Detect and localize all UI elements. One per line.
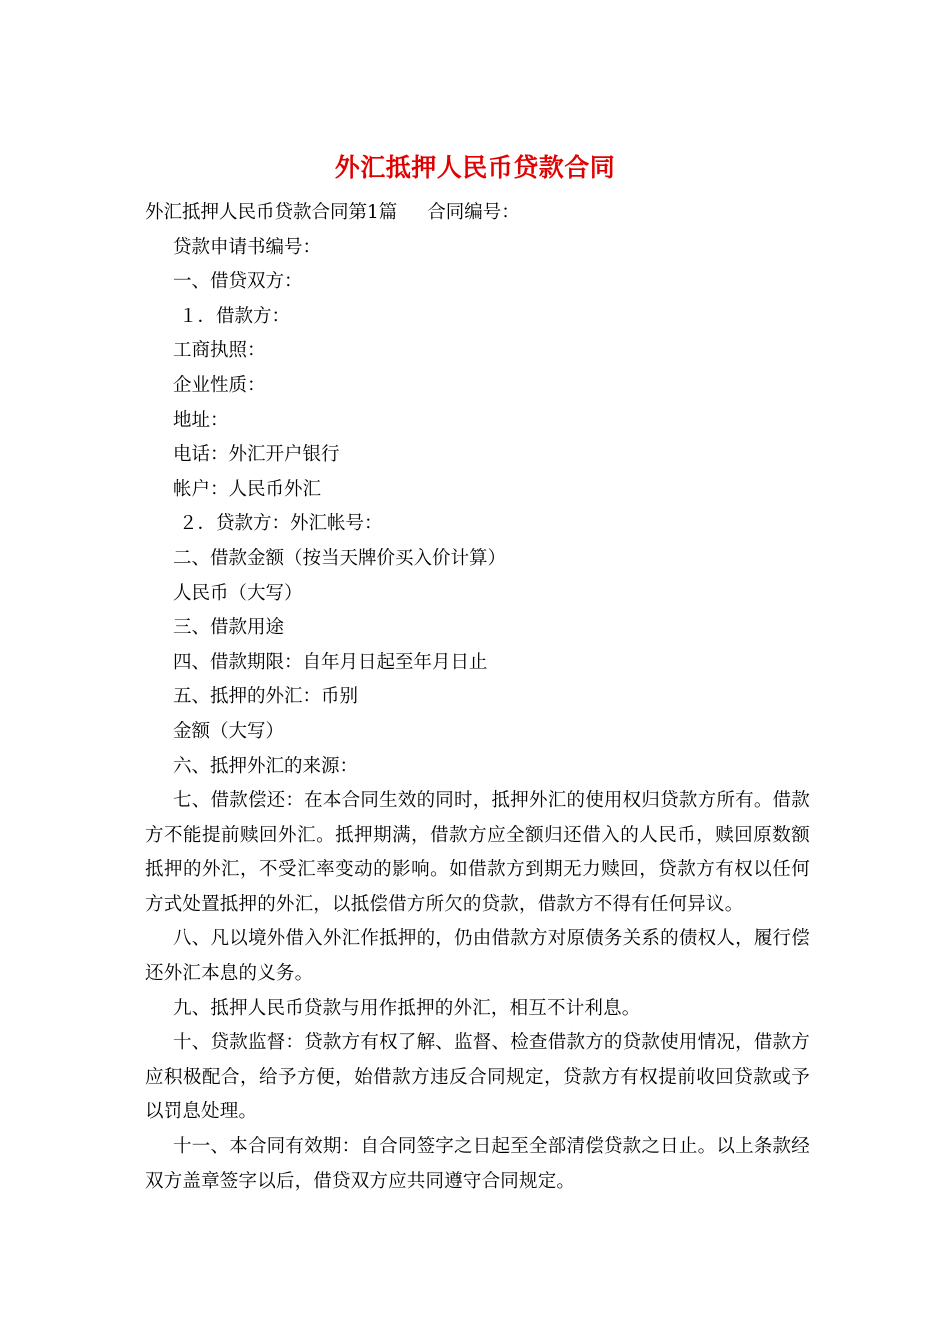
field-line: 企业性质： [173, 374, 266, 396]
field-line: 地址： [173, 409, 229, 431]
section-heading: 一、借贷双方： [173, 271, 303, 293]
clause-paragraph: 十一、本合同有效期：自合同签字之日起至全部清偿贷款之日止。以上条款经双方盖章签字以后，借贷双方应共同遵守合同规定。 [145, 1136, 810, 1192]
document-body [145, 196, 810, 1199]
field-line: 金额（大写） [173, 720, 285, 742]
field-line: 帐户：人民币外汇 [173, 478, 322, 500]
header-line [145, 196, 810, 231]
clause-paragraph: 九、抵押人民币贷款与用作抵押的外汇，相互不计利息。 [173, 997, 641, 1019]
clause-paragraph: 十、贷款监督：贷款方有权了解、监督、检查借款方的贷款使用情况，借款方应积极配合，给予方便，始借款方违反合同规定，贷款方有权提前收回贷款或予以罚息处理。 [145, 1032, 810, 1123]
field-line: １．借款方： [179, 305, 291, 327]
section-heading: 五、抵押的外汇：币别 [173, 686, 359, 708]
section-heading: 三、借款用途 [173, 617, 285, 639]
clause-paragraph: 七、借款偿还：在本合同生效的同时，抵押外汇的使用权归贷款方所有。借款方不能提前赎回外汇。抵押期满，借款方应全额归还借入的人民币，赎回原数额抵押的外汇，不受汇率变动的影响。如借款方到期无力赎回，贷款方有权以任何方式处置抵押的外汇，以抵偿借方所欠的贷款，借款方不得有任何异议。 [145, 790, 810, 915]
clause-paragraph: 八、凡以境外借入外汇作抵押的，仍由借款方对原债务关系的债权人，履行偿还外汇本息的义务。 [145, 928, 810, 985]
section-heading: 六、抵押外汇的来源： [173, 755, 359, 777]
field-line: 贷款申请书编号： [173, 236, 322, 258]
field-line: ２．贷款方：外汇帐号： [179, 513, 383, 535]
contract-number-label: 合同编号： [427, 202, 520, 223]
contract-part-label: 外汇抵押人民币贷款合同第1篇 [145, 202, 398, 223]
field-line: 人民币（大写） [173, 582, 303, 604]
document-title: 外汇抵押人民币贷款合同 [334, 153, 616, 182]
section-heading: 四、借款期限：自年月日起至年月日止 [173, 651, 488, 673]
section-heading: 二、借款金额（按当天牌价买入价计算） [173, 547, 507, 569]
field-line: 电话：外汇开户银行 [173, 444, 340, 466]
field-line: 工商执照： [173, 340, 266, 362]
